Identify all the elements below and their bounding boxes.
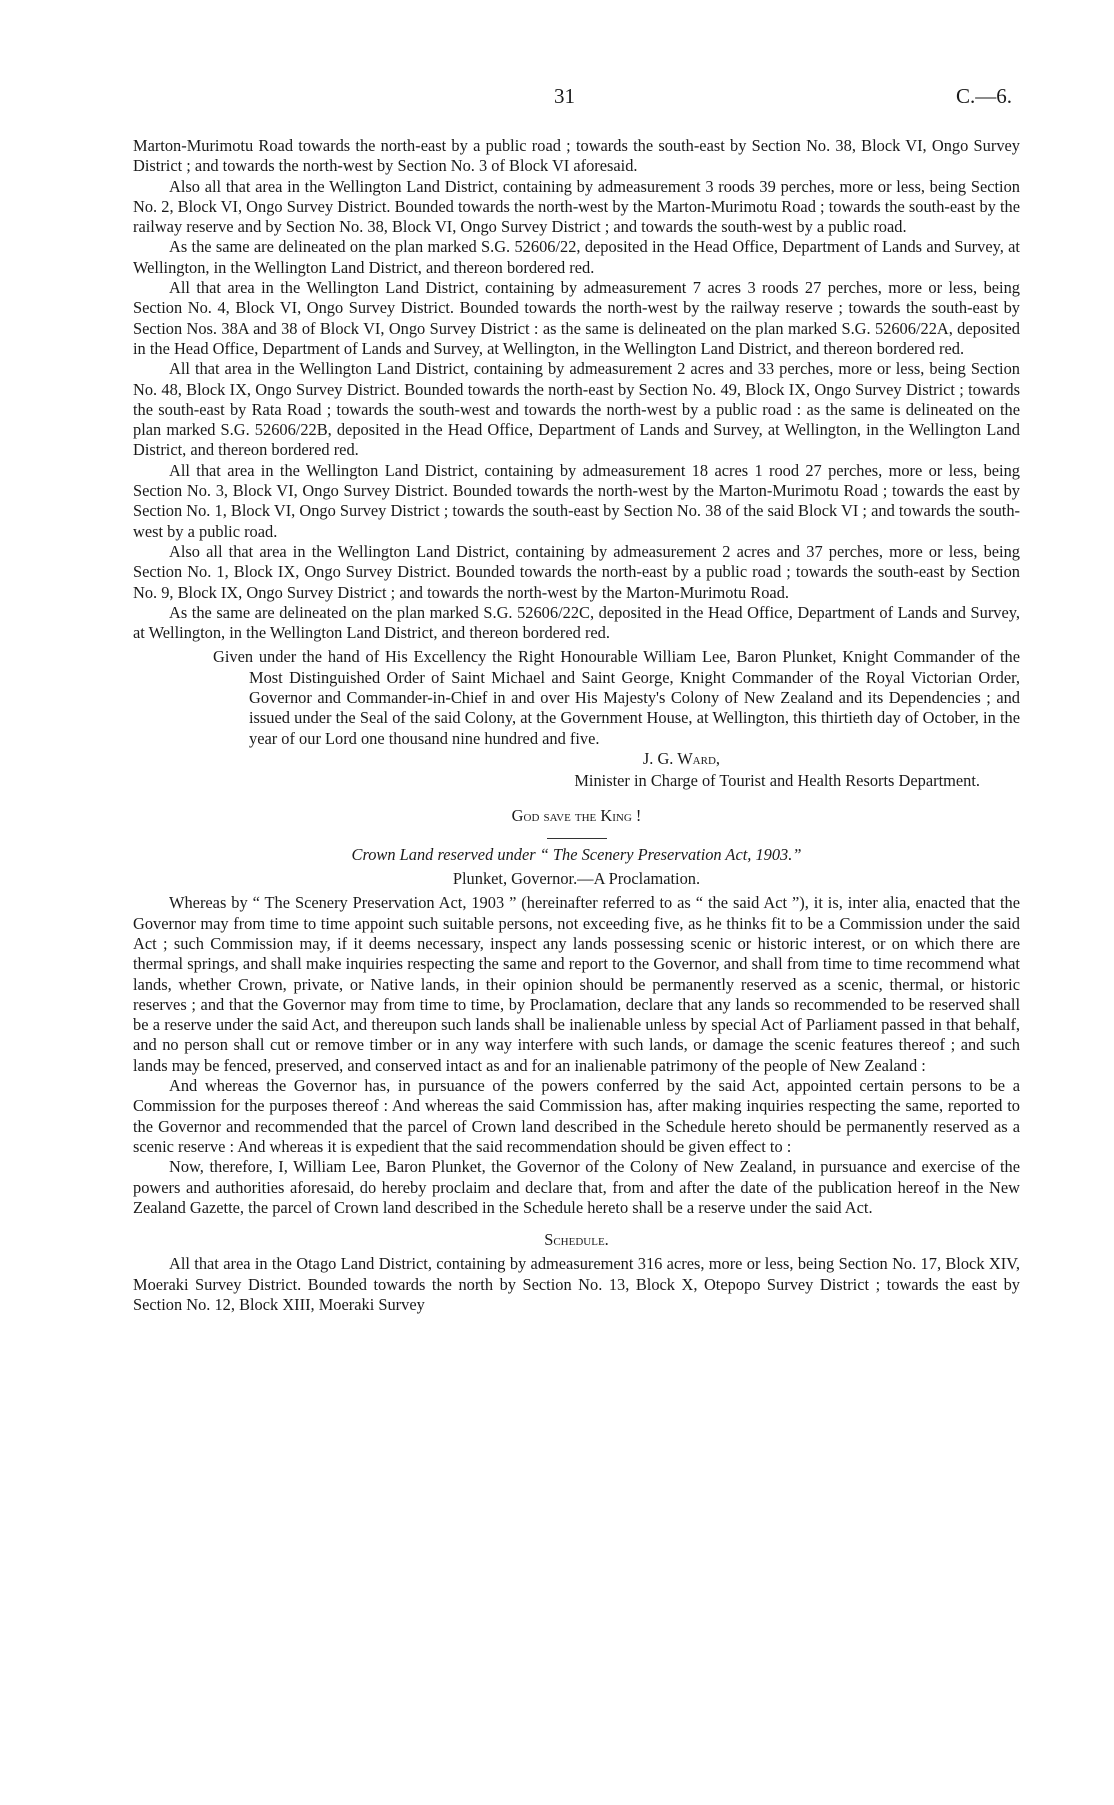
page-number: 31 [554,84,575,108]
proclamation-line: Plunket, Governor.—A Proclamation. [452,869,701,889]
schedule-text: All that area in the Otago Land District, containing by admeasurement 316 acres, more or less, being Section No. 17, Block XIV, Moeraki Survey District. Bounded towards the north by Section No. 13, Block X, Otepopo Survey District ; towards the east by Section No. 12, Block XIII, Moeraki Survey [133,1254,1020,1315]
paragraph-plan-22: As the same are delineated on the plan marked S.G. 52606/22, deposited in the Head Office, Department of Lands and Survey, at Wellington, in the Wellington Land District, and thereon bordered red. [133,237,1020,277]
god-save-the-king: God save the King ! [511,805,642,825]
schedule-heading: Schedule. [544,1230,609,1250]
paragraph-section-3: All that area in the Wellington Land District, containing by admeasurement 18 acres 1 rood 27 perches, more or less, being Section No. 3, Block VI, Ongo Survey District. Bounded towards the north-west by the Marton-Murimotu Road ; towards the east by Section No. 1, Block VI, Ongo Survey District ; towards the south-east by Section No. 38 of the said Block VI ; and towards the south-west by a public road. [133,460,1020,541]
now-therefore-paragraph: Now, therefore, I, William Lee, Baron Plunket, the Governor of the Colony of New Zealand, in pursuance and exercise of the powers and authorities aforesaid, do hereby proclaim and declare that, from and after the date of the publication hereof in the New Zealand Gazette, the parcel of Crown land described in the Schedule hereto shall be a reserve under the said Act. [133,1157,1020,1217]
paragraph-section-48: All that area in the Wellington Land District, containing by admeasurement 2 acres and 33 perches, more or less, being Section No. 48, Block IX, Ongo Survey District. Bounded towards the north-east by Section No. 49, Block IX, Ongo Survey District ; towards the south-east by Rata Road ; towards the south-west and towards the north-west by a public road : as the same is delineated on the plan marked S.G. 52606/22B, deposited in the Head Office, Department of Lands and Survey, at Wellington, in the Wellington Land District, and thereon bordered red. [133,359,1020,460]
document-reference: C.—6. [956,84,1013,108]
paragraph-continued: Marton-Murimotu Road towards the north-east by a public road ; towards the south-east by Section No. 38, Block VI, Ongo Survey District ; and towards the north-west by Section No. 3 of Block VI aforesaid. [133,136,1020,176]
section-title: Crown Land reserved under “ The Scenery Preservation Act, 1903.” [351,844,802,864]
and-whereas-paragraph: And whereas the Governor has, in pursuance of the powers conferred by the said Act, appointed certain persons to be a Commission for the purposes thereof : And whereas the said Commission has, after making inquiries respecting the same, reported to the Governor and recommended that the parcel of Crown land described in the Schedule hereto should be permanently reserved as a scenic reserve : And whereas it is expedient that the said recommendation should be given effect to : [133,1076,1020,1156]
paragraph-section-4: All that area in the Wellington Land District, containing by admeasurement 7 acres 3 roods 27 perches, more or less, being Section No. 4, Block VI, Ongo Survey District. Bounded towards the north-west by the railway reserve ; towards the south-east by Section Nos. 38A and 38 of Block VI, Ongo Survey District : as the same is delineated on the plan marked S.G. 52606/22A, deposited in the Head Office, Department of Lands and Survey, at Wellington, in the Wellington Land District, and thereon bordered red. [133,278,1020,358]
page-body [133,136,1020,1315]
given-under-hand: Given under the hand of His Excellency the Right Honourable William Lee, Baron Plunket, Knight Commander of the Most Distinguished Order of Saint Michael and Saint George, Knight Commander of the Royal Victorian Order, Governor and Commander-in-Chief in and over His Majesty's Colony of New Zealand and its Dependencies ; and issued under the Seal of the said Colony, at the Government House, at Wellington, this thirtieth day of October, in the year of our Lord one thousand nine hundred and five. [213,647,1020,748]
whereas-paragraph: Whereas by “ The Scenery Preservation Act, 1903 ” (hereinafter referred to as “ the said Act ”), it is, inter alia, enacted that the Governor may from time to time appoint such suitable persons, not exceeding five, as he thinks fit to be a Commission under the said Act ; such Commission may, if it deems necessary, inspect any lands possessing scenic or historic interest, or on which there are thermal springs, and shall make inquiries respecting the same and report to the Governor, and shall from time to time recommend what lands, whether Crown, private, or Native lands, in their opinion should be permanently reserved as a scenic, thermal, or historic reserves ; and that the Governor may from time to time, by Proclamation, declare that any lands so recommended to be reserved shall be a reserve under the said Act, and thereupon such lands shall be inalienable unless by special Act of Parliament passed in that behalf, and no person shall cut or remove timber or in any way interfere with such lands, or damage the scenic features thereof ; and such lands may be fenced, preserved, and conserved intact as and for an inalienable patrimony of the people of New Zealand : [133,893,1020,1075]
divider-rule [547,838,607,839]
paragraph-section-1: Also all that area in the Wellington Land District, containing by admeasurement 2 acres and 37 perches, more or less, being Section No. 1, Block IX, Ongo Survey District. Bounded towards the north-east by a public road ; towards the south-east by Section No. 9, Block IX, Ongo Survey District ; and towards the north-west by the Marton-Murimotu Road. [133,541,1020,602]
paragraph-plan-22c: As the same are delineated on the plan marked S.G. 52606/22C, deposited in the Head Office, Department of Lands and Survey, at Wellington, in the Wellington Land District, and thereon bordered red. [133,602,1020,643]
paragraph-section-2: Also all that area in the Wellington Land District, containing by admeasurement 3 roods 39 perches, more or less, being Section No. 2, Block VI, Ongo Survey District. Bounded towards the north-west by the Marton-Murimotu Road ; towards the south-east by the railway reserve and by Section No. 38, Block VI, Ongo Survey District ; and towards the south-west by a public road. [133,176,1020,237]
minister-title: Minister in Charge of Tourist and Health Resorts Department. [574,771,980,791]
signature: J. G. Ward, [642,748,720,768]
